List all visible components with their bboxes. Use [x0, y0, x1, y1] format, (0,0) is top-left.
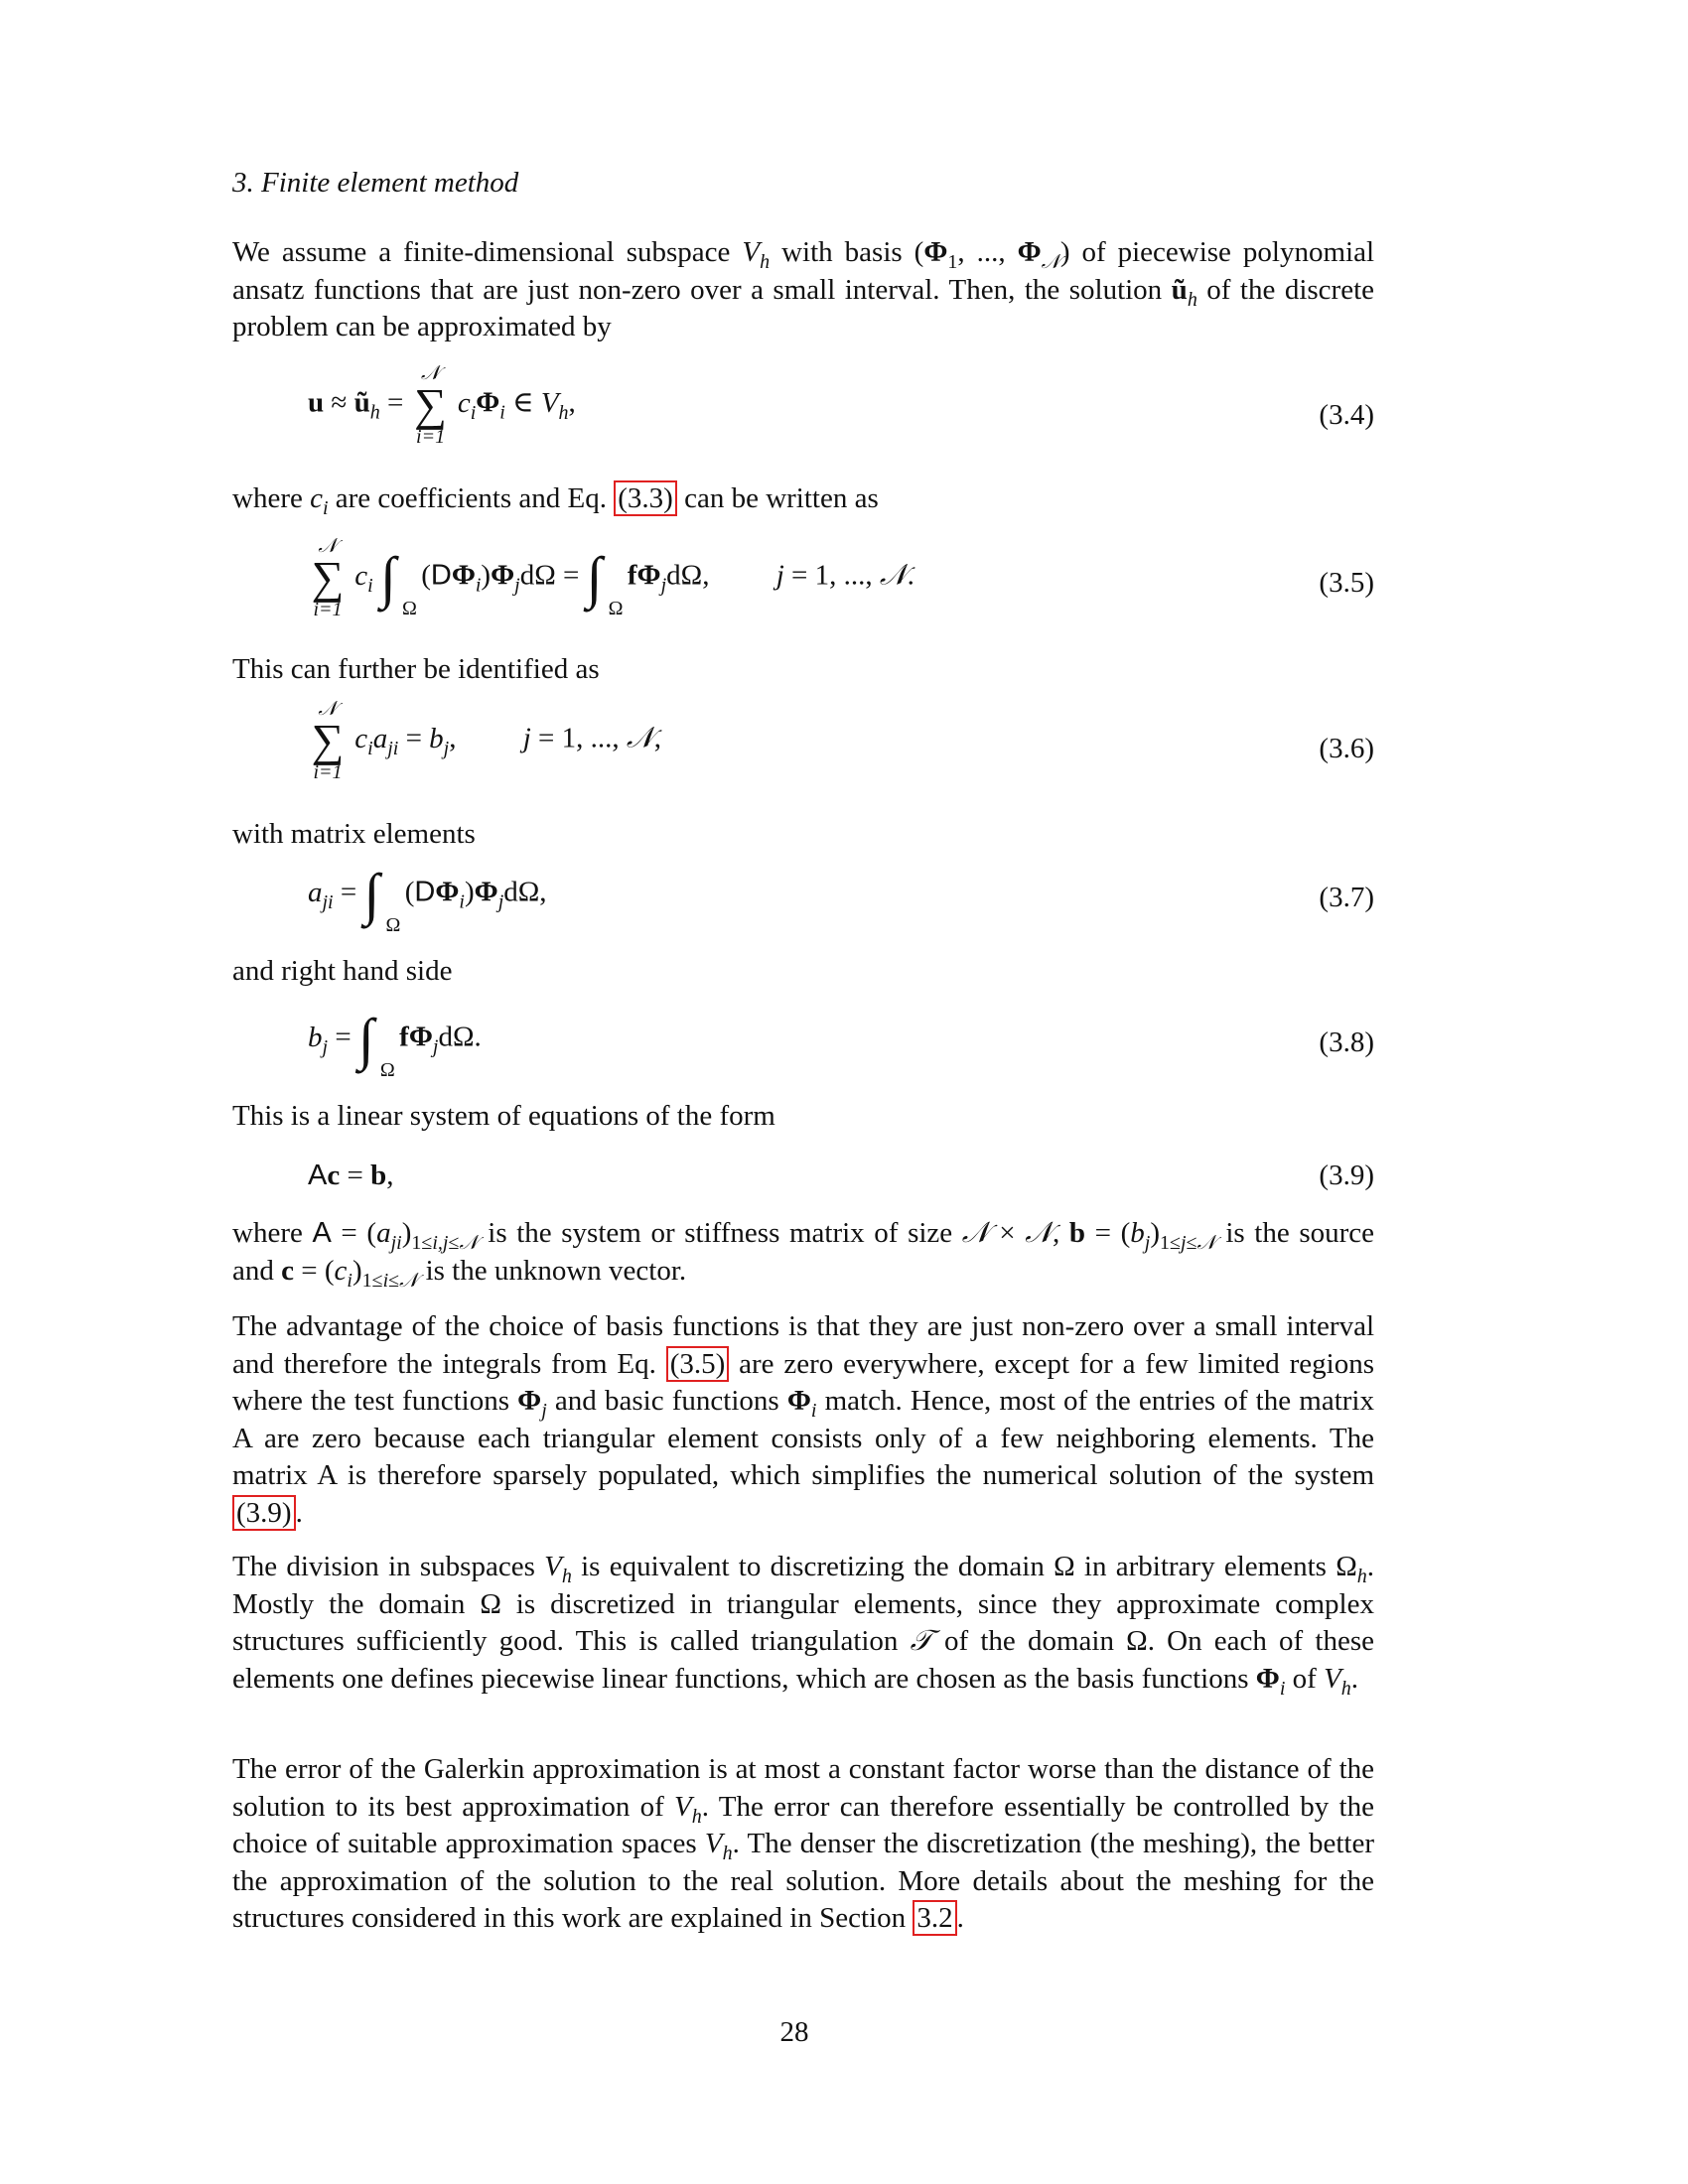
- paragraph-10: The error of the Galerkin approximation is at most a constant factor worse than the distance of the solution to its best approximation of $V_h$. The error can therefore essentially be controlled by the choice of suitable approximation spaces $V_h$. The denser the discretization (the meshing), the better the approximation of the solution to the real solution. More details about the meshing for the structures considered in this work are explained in Section 3.2 .: [232, 1753, 1374, 1934]
- equation-3-5: 𝒩 ∑ i=1 $c_i$ ∫ Ω $(D\Phi_i)\Phi_jd\Omega$ = ∫ Ω $f\Phi_jd\Omega$, j = 1, ..., 𝒩.: [308, 536, 1374, 619]
- page-number: 28: [779, 2016, 809, 2048]
- ref-eq-3-5[interactable]: (3.5): [666, 1346, 730, 1382]
- summation-symbol: 𝒩 ∑ i=1: [414, 362, 447, 448]
- paragraph-3: This can further be identified as: [232, 653, 600, 685]
- ref-eq-3-3[interactable]: (3.3): [614, 480, 677, 516]
- equation-3-7: $a_{ji}$ = ∫ Ω $(D\Phi_i)\Phi_jd\Omega$,: [308, 862, 547, 936]
- paragraph-9: The division in subspaces $V_h$ is equivalent to discretizing the domain Ω in arbitrary elements $\Omega_h$. Mostly the domain Ω is discretized in triangular elements, since they approximate complex structures sufficiently good. This is called triangulation 𝒯 of the domain Ω. On each of these elements one defines piecewise linear functions, which are chosen as the basis functions $\Phi_i$ of $V_h$.: [232, 1551, 1374, 1700]
- summation-symbol: 𝒩 ∑ i=1: [311, 698, 345, 783]
- equation-3-9: Ac = b,: [308, 1160, 394, 1191]
- paragraph-6: This is a linear system of equations of the form: [232, 1100, 775, 1132]
- integral-symbol: ∫ Ω: [363, 862, 401, 936]
- equation-number-3-6: (3.6): [1319, 733, 1374, 764]
- paragraph-7: where $A = (a_{ji})_{1\le i,j\le 𝒩}$ is the system or stiffness matrix of size 𝒩 × 𝒩, $b = (b_j)_{1\le j\le 𝒩}$ is the source and $c = (c_i)_{1\le i\le 𝒩}$ is the unknown vector.: [232, 1217, 1375, 1292]
- equation-3-8: $b_j$ = ∫ Ω $f\Phi_jd\Omega$.: [308, 1007, 482, 1081]
- ref-eq-3-9[interactable]: (3.9): [232, 1495, 296, 1531]
- equation-3-4: $u \approx ũ_h$ = 𝒩 ∑ i=1 $c_i\Phi_i$ ∈ $V_h$,: [308, 362, 576, 448]
- paragraph-2: where $c_i$ are coefficients and Eq. (3.3) can be written as: [232, 482, 879, 519]
- equation-3-6: 𝒩 ∑ i=1 $c_ia_{ji} = b_j$, j = 1, ..., 𝒩,: [308, 699, 1374, 782]
- integral-symbol: ∫ Ω: [357, 1007, 395, 1081]
- equation-number-3-4: (3.4): [1319, 399, 1374, 431]
- equation-number-3-7: (3.7): [1319, 882, 1374, 913]
- summation-symbol: 𝒩 ∑ i=1: [311, 535, 345, 620]
- equation-number-3-9: (3.9): [1319, 1160, 1374, 1191]
- paragraph-1: We assume a finite-dimensional subspace $V_h$ with basis ($\Phi_1$, ..., $\Phi_𝒩$) of piecewise polynomial ansatz functions that are just non-zero over a small interval. Then, the solution $ũ_h$ of the discrete problem can be approximated by: [232, 236, 1375, 342]
- paragraph-4: with matrix elements: [232, 818, 476, 850]
- ref-section-3-2[interactable]: 3.2: [913, 1900, 956, 1936]
- running-header: 3. Finite element method: [232, 167, 519, 199]
- integral-symbol: ∫ Ω: [379, 545, 417, 619]
- equation-number-3-5: (3.5): [1319, 567, 1374, 599]
- equation-number-3-8: (3.8): [1319, 1026, 1374, 1058]
- paragraph-8: The advantage of the choice of basis functions is that they are just non-zero over a small interval and therefore the integrals from Eq. (3.5) are zero everywhere, except for a few limited regions where the test functions $\Phi_j$ and basic functions $\Phi_i$ match. Hence, most of the entries of the matrix A are zero because each triangular element consists only of a few neighboring elements. The matrix A is therefore sparsely populated, which simplifies the numerical solution of the system (3.9) .: [232, 1310, 1374, 1529]
- paragraph-5: and right hand side: [232, 955, 453, 987]
- integral-symbol: ∫ Ω: [586, 545, 624, 619]
